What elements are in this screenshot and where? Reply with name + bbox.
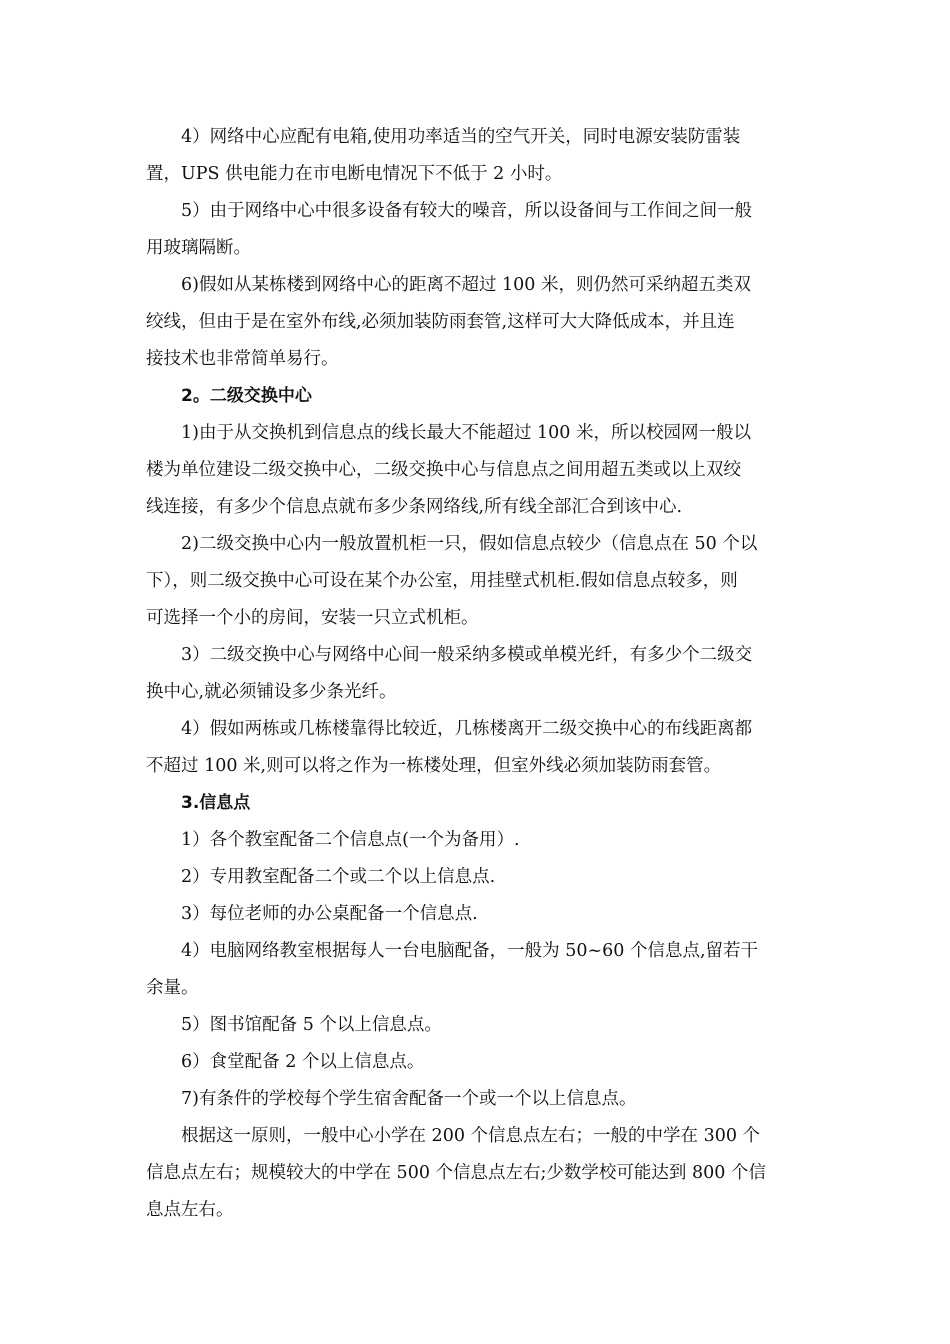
text-line: 信息点左右；规模较大的中学在 500 个信息点左右;少数学校可能达到 800 个信 bbox=[146, 1163, 766, 1183]
paragraph-teacher-desk bbox=[146, 896, 806, 933]
paragraph-library bbox=[146, 1007, 806, 1044]
paragraph-glass-partition bbox=[146, 193, 806, 267]
text-line: 换中心,就必须铺设多少条光纤。 bbox=[146, 682, 397, 702]
text-line: 息点左右。 bbox=[146, 1200, 234, 1220]
paragraph-outdoor-cabling bbox=[146, 267, 806, 378]
text-line: 5）由于网络中心中很多设备有较大的噪音，所以设备间与工作间之间一般 bbox=[181, 201, 753, 221]
paragraph-fiber bbox=[146, 637, 806, 711]
text-line: 3）每位老师的办公桌配备一个信息点. bbox=[181, 904, 478, 924]
text-line: 5）图书馆配备 5 个以上信息点。 bbox=[181, 1015, 442, 1035]
text-line: 可选择一个小的房间，安装一只立式机柜。 bbox=[146, 608, 479, 628]
section-heading-secondary-switching-center: 2。二级交换中心 bbox=[181, 386, 312, 406]
paragraph-nearby-buildings bbox=[146, 711, 806, 785]
paragraph-computer-lab bbox=[146, 933, 806, 1007]
paragraph-summary bbox=[146, 1118, 806, 1229]
text-line: 4）网络中心应配有电箱,使用功率适当的空气开关，同时电源安装防雷装 bbox=[181, 127, 741, 147]
text-line: 1）各个教室配备二个信息点(一个为备用）. bbox=[181, 830, 520, 850]
text-line: 用玻璃隔断。 bbox=[146, 238, 251, 258]
text-line: 不超过 100 米,则可以将之作为一栋楼处理，但室外线必须加装防雨套管。 bbox=[146, 756, 722, 776]
text-line: 4）电脑网络教室根据每人一台电脑配备，一般为 50~60 个信息点,留若干 bbox=[181, 941, 759, 961]
paragraph-cabinet bbox=[146, 526, 806, 637]
paragraph-classroom bbox=[146, 822, 806, 859]
paragraph-special-classroom bbox=[146, 859, 806, 896]
paragraph-canteen bbox=[146, 1044, 806, 1081]
text-line: 绞线，但由于是在室外布线,必须加装防雨套管,这样可大大降低成本，并且连 bbox=[146, 312, 735, 332]
text-line: 2)二级交换中心内一般放置机柜一只，假如信息点较少（信息点在 50 个以 bbox=[181, 534, 758, 554]
text-line: 1)由于从交换机到信息点的线长最大不能超过 100 米，所以校园网一般以 bbox=[181, 423, 751, 443]
text-line: 6)假如从某栋楼到网络中心的距离不超过 100 米，则仍然可采纳超五类双 bbox=[181, 275, 751, 295]
text-line: 4）假如两栋或几栋楼靠得比较近，几栋楼离开二级交换中心的布线距离都 bbox=[181, 719, 753, 739]
text-line: 2）专用教室配备二个或二个以上信息点. bbox=[181, 867, 496, 887]
text-line: 接技术也非常简单易行。 bbox=[146, 349, 339, 369]
text-line: 线连接，有多少个信息点就布多少条网络线,所有线全部汇合到该中心. bbox=[146, 497, 683, 517]
text-line: 下），则二级交换中心可设在某个办公室，用挂壁式机柜.假如信息点较多，则 bbox=[146, 571, 738, 591]
text-line: 余量。 bbox=[146, 978, 199, 998]
text-line: 楼为单位建设二级交换中心，二级交换中心与信息点之间用超五类或以上双绞 bbox=[146, 460, 741, 480]
text-line: 3）二级交换中心与网络中心间一般采纳多模或单模光纤，有多少个二级交 bbox=[181, 645, 753, 665]
paragraph-cable-length bbox=[146, 415, 806, 526]
text-line: 根据这一原则，一般中心小学在 200 个信息点左右；一般的中学在 300 个 bbox=[181, 1126, 761, 1146]
section-heading-information-points: 3.信息点 bbox=[181, 793, 251, 813]
text-line: 6）食堂配备 2 个以上信息点。 bbox=[181, 1052, 425, 1072]
text-line: 7)有条件的学校每个学生宿舍配备一个或一个以上信息点。 bbox=[181, 1089, 637, 1109]
text-line: 置，UPS 供电能力在市电断电情况下不低于 2 小时。 bbox=[146, 164, 563, 184]
paragraph-power-supply bbox=[146, 119, 806, 193]
document-body bbox=[146, 119, 806, 1229]
paragraph-dormitory bbox=[146, 1081, 806, 1118]
